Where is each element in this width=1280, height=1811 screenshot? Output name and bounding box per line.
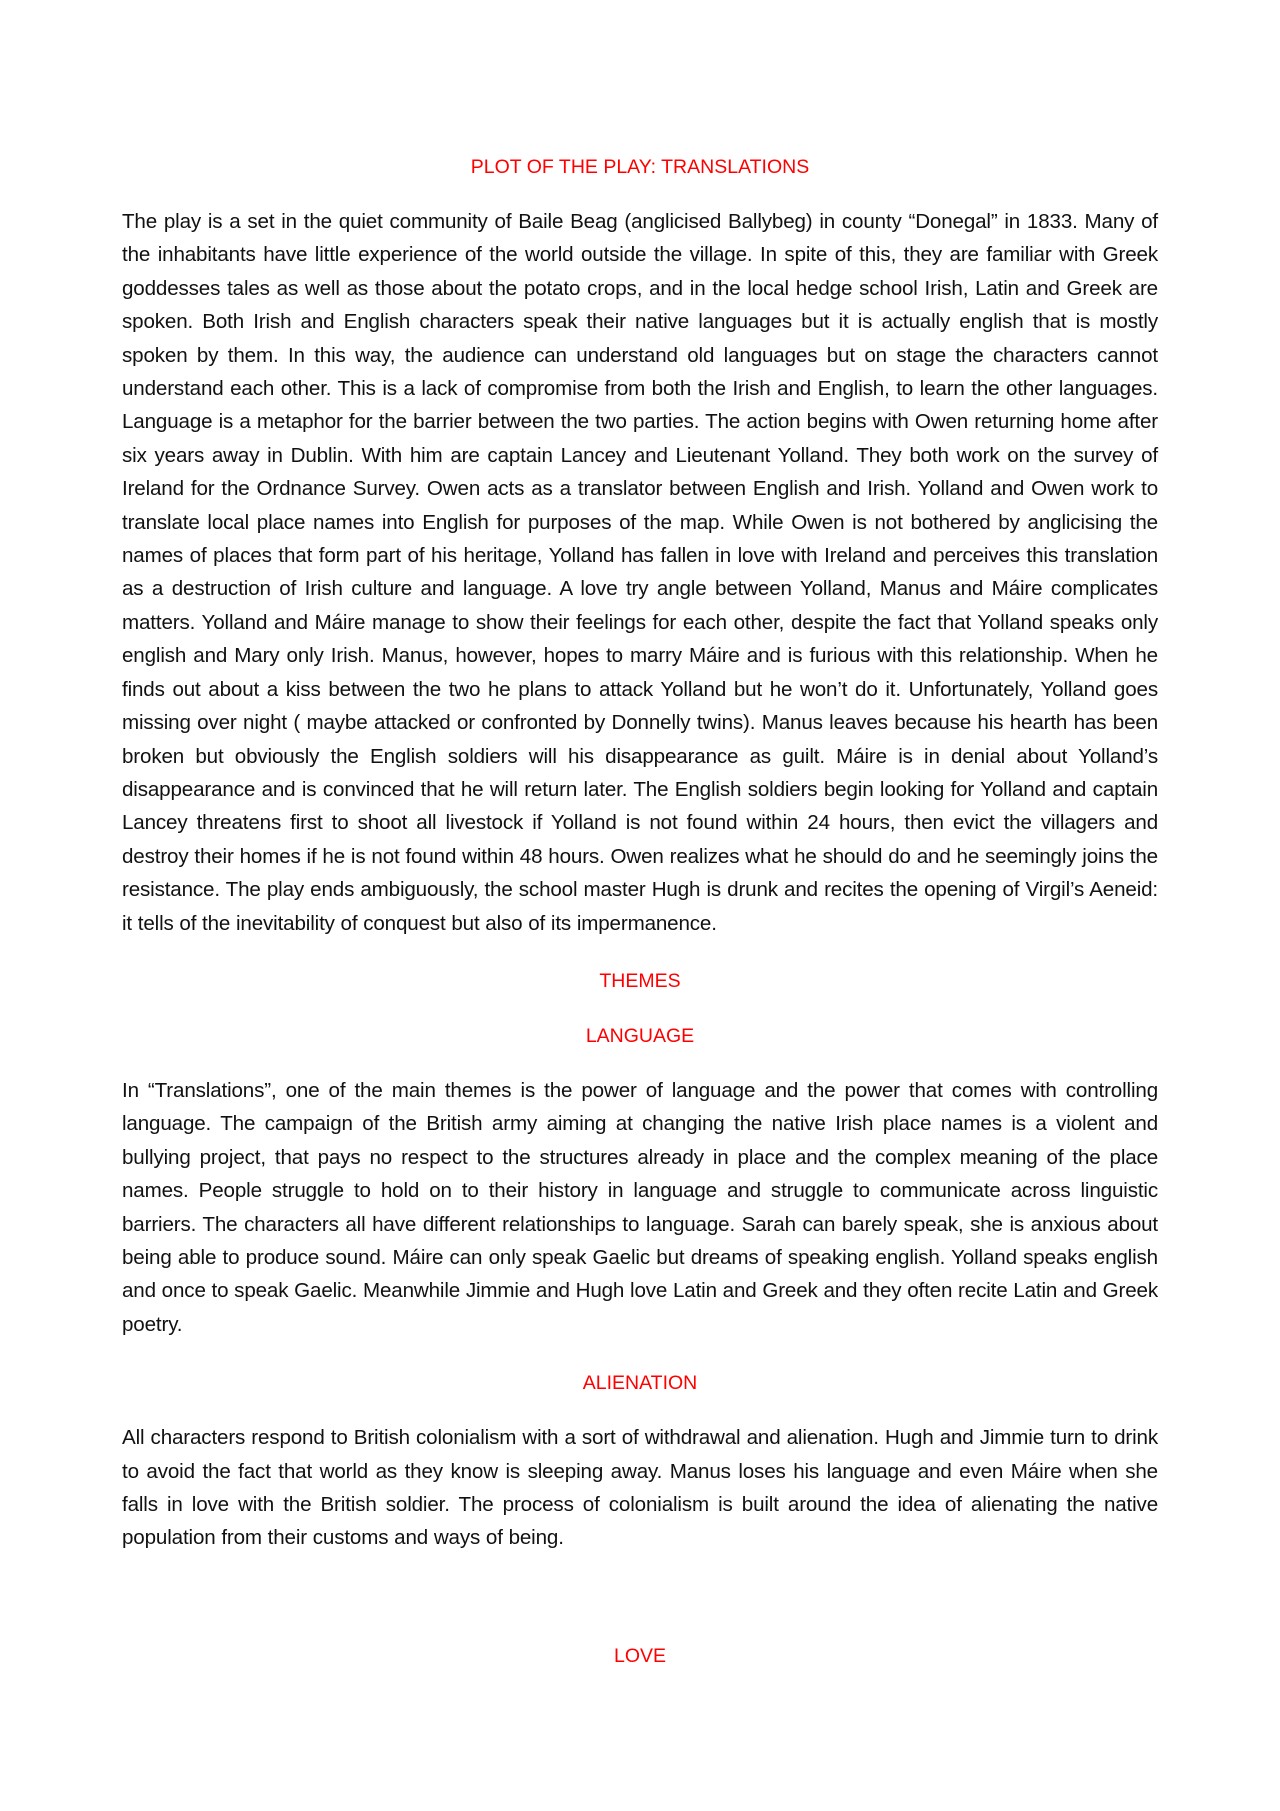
alienation-paragraph: All characters respond to British colonialism with a sort of withdrawal and alienation. Hugh and Jimmie turn to drink to avoid the fact that world as they know is sleeping away. Manus loses his language and even Máire when she falls in love with the British soldier. The process of colonialism is built around the idea of alienating the native population from their customs and ways of being. (122, 1426, 1158, 1550)
love-heading: LOVE (613, 1644, 667, 1667)
themes-heading: THEMES (599, 969, 681, 992)
document-content (122, 154, 1158, 1669)
alienation-heading: ALIENATION (582, 1372, 698, 1395)
plot-heading: PLOT OF THE PLAY: TRANSLATIONS (470, 156, 810, 178)
language-paragraph: In “Translations”, one of the main themes is the power of language and the power that comes with controlling language. The campaign of the British army aiming at changing the native Irish place names is a violent and bullying project, that pays no respect to the structures already in place and the complex meaning of the place names. People struggle to hold on to their history in language and struggle to communicate across linguistic barriers. The characters all have different relationships to language. Sarah can barely speak, she is anxious about being able to produce sound. Máire can only speak Gaelic but dreams of speaking english. Yolland speaks english and once to speak Gaelic. Meanwhile Jimmie and Hugh love Latin and Greek and they often recite Latin and Greek poetry. (122, 1078, 1158, 1336)
plot-paragraph: The play is a set in the quiet community of Baile Beag (anglicised Ballybeg) in county “Donegal” in 1833. Many of the inhabitants have little experience of the world outside the village. In spite of this, they are familiar with Greek goddesses tales as well as those about the potato crops, and in the local hedge school Irish, Latin and Greek are spoken. Both Irish and English characters speak their native languages but it is actually english that is mostly spoken by them. In this way, the audience can understand old languages but on stage the characters cannot understand each other. This is a lack of compromise from both the Irish and English, to learn the other languages. Language is a metaphor for the barrier between the two parties. The action begins with Owen returning home after six years away in Dublin. With him are captain Lancey and Lieutenant Yolland. They both work on the survey of Ireland for the Ordnance Survey. Owen acts as a translator between English and Irish. Yolland and Owen work to translate local place names into English for purposes of the map. While Owen is not bothered by anglicising the names of places that form part of his heritage, Yolland has fallen in love with Ireland and perceives this translation as a destruction of Irish culture and language. A love try angle between Yolland, Manus and Máire complicates matters. Yolland and Máire manage to show their feelings for each other, despite the fact that Yolland speaks only english and Mary only Irish. Manus, however, hopes to marry Máire and is furious with this relationship. When he finds out about a kiss between the two he plans to attack Yolland but he won’t do it. Unfortunately, Yolland goes missing over night ( maybe attacked or confronted by Donnelly twins). Manus leaves because his hearth has been broken but obviously the English soldiers will his disappearance as guilt. Máire is in denial about Yolland’s disappearance and is convinced that he will return later. The English soldiers begin looking for Yolland and captain Lancey threatens first to shoot all livestock if Yolland is not found within 24 hours, then evict the villagers and destroy their homes if he is not found within 48 hours. Owen realizes what he should do and he seemingly joins the resistance. The play ends ambiguously, the school master Hugh is drunk and recites the opening of Virgil’s Aeneid: it tells of the inevitability of conquest but also of its impermanence. (122, 210, 1158, 935)
language-heading: LANGUAGE (585, 1024, 695, 1047)
